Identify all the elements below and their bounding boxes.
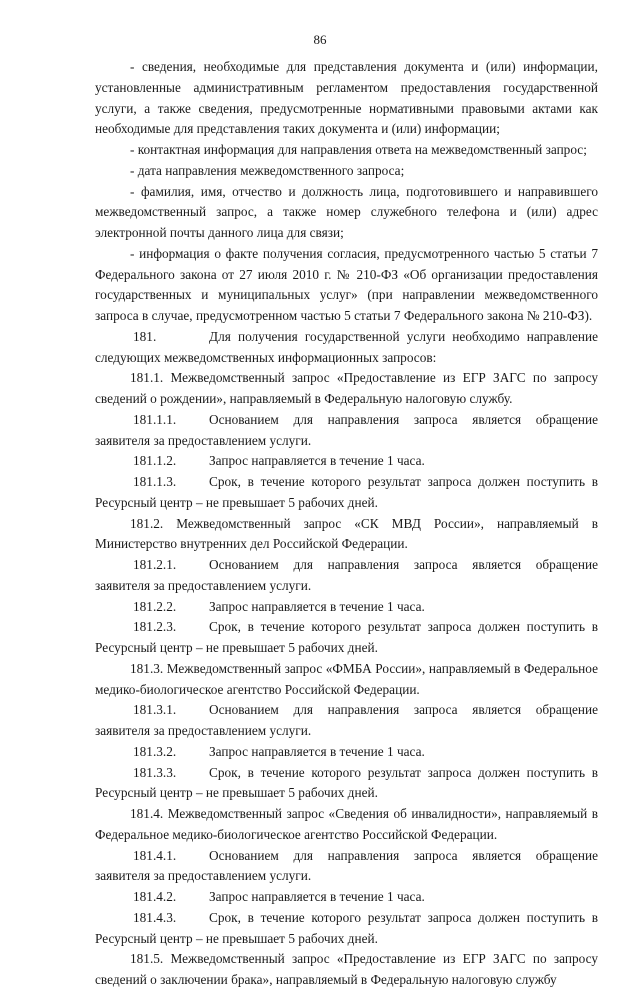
page-number: 86 (313, 32, 327, 47)
paragraph (95, 182, 598, 244)
paragraph-text: - информация о факте получения согласия, предусмотренного частью 5 статьи 7 Федерального закона от 27 июля 2010 г. № 210-ФЗ «Об организации предоставления государственных и муниципальных услуг» (при направлении межведомственного запроса в случае, предусмотренном частью 5 статьи 7 Федерального закона № 210-ФЗ). (95, 245, 598, 323)
paragraph (95, 949, 598, 991)
paragraph (95, 846, 598, 888)
paragraph (95, 472, 598, 514)
clause-number: 181.1.1. (133, 411, 177, 427)
paragraph (95, 597, 598, 618)
paragraph-text: Срок, в течение которого результат запроса должен поступить в Ресурсный центр – не превышает 5 рабочих дней. (95, 619, 598, 655)
paragraph (95, 514, 598, 556)
clause-number: 181.4.1. (133, 847, 177, 863)
paragraph (95, 617, 598, 659)
paragraph (95, 368, 598, 410)
paragraph-text: - сведения, необходимые для представления документа и (или) информации, установленные административным регламентом предоставления государственной услуги, а также сведения, предусмотренные нормативными правовыми актами как необходимые для представления таких документа и (или) информации; (95, 59, 598, 137)
paragraph-text: Основанием для направления запроса является обращение заявителя за предоставлением услуги. (95, 557, 598, 593)
paragraph (95, 57, 598, 140)
paragraph (95, 908, 598, 950)
paragraph (95, 700, 598, 742)
paragraph-text: Срок, в течение которого результат запроса должен поступить в Ресурсный центр – не превышает 5 рабочих дней. (95, 474, 598, 510)
clause-number: 181.3.3. (133, 764, 177, 780)
paragraph-text: Запрос направляется в течение 1 часа. (209, 453, 425, 469)
paragraph (95, 555, 598, 597)
paragraph-text: 181.3. Межведомственный запрос «ФМБА России», направляемый в Федеральное медико-биологическое агентство Российской Федерации. (95, 660, 598, 697)
paragraph (95, 659, 598, 701)
paragraph (95, 763, 598, 805)
paragraph (95, 161, 598, 182)
paragraph-text: - фамилия, имя, отчество и должность лица, подготовившего и направившего межведомственный запрос, а также номер служебного телефона и (или) адрес электронной почты данного лица для связи; (95, 183, 598, 240)
clause-number: 181.1.2. (133, 453, 177, 469)
paragraph (95, 327, 598, 369)
paragraph-text: Основанием для направления запроса является обращение заявителя за предоставлением услуги. (95, 847, 598, 884)
clause-number: 181.3.1. (133, 702, 177, 718)
clause-number: 181.1.3. (133, 474, 177, 489)
paragraph-text: Срок, в течение которого результат запроса должен поступить в Ресурсный центр – не превышает 5 рабочих дней. (95, 909, 598, 946)
paragraph-text: 181.5. Межведомственный запрос «Предоставление из ЕГР ЗАГС по запросу сведений о заключении брака», направляемый в Федеральную налоговую службу (95, 951, 598, 987)
clause-number: 181.2.3. (133, 619, 177, 635)
paragraph-text: - дата направления межведомственного запроса; (130, 162, 405, 178)
paragraph-text: Основанием для направления запроса является обращение заявителя за предоставлением услуги. (95, 702, 598, 738)
paragraph-text: 181.4. Межведомственный запрос «Сведения об инвалидности», направляемый в Федеральное медико-биологическое агентство Российской Федерации. (95, 806, 598, 842)
clause-number: 181.4.3. (133, 909, 177, 925)
paragraph (95, 451, 598, 472)
paragraph-text: Запрос направляется в течение 1 часа. (209, 598, 425, 614)
clause-number: 181.2.2. (133, 598, 177, 614)
paragraph-text: Основанием для направления запроса является обращение заявителя за предоставлением услуги. (95, 411, 598, 448)
paragraph (95, 742, 598, 763)
paragraph-text: Срок, в течение которого результат запроса должен поступить в Ресурсный центр – не превышает 5 рабочих дней. (95, 764, 598, 801)
document-body (95, 57, 598, 991)
paragraph-text: 181.1. Межведомственный запрос «Предоставление из ЕГР ЗАГС по запросу сведений о рождении», направляемый в Федеральную налоговую службу. (95, 370, 598, 406)
paragraph (95, 244, 598, 327)
clause-number: 181.3.2. (133, 743, 177, 759)
clause-number: 181. (133, 328, 157, 344)
clause-number: 181.4.2. (133, 889, 177, 904)
paragraph-text: Запрос направляется в течение 1 часа. (209, 889, 425, 904)
paragraph (95, 410, 598, 452)
paragraph (95, 804, 598, 846)
paragraph-text: 181.2. Межведомственный запрос «СК МВД России», направляемый в Министерство внутренних дел Российской Федерации. (95, 515, 598, 552)
clause-number: 181.2.1. (133, 557, 177, 572)
paragraph (95, 140, 598, 161)
paragraph-text: - контактная информация для направления ответа на межведомственный запрос; (130, 142, 587, 157)
paragraph-text: Для получения государственной услуги необходимо направление следующих межведомственных информационных запросов: (95, 328, 598, 365)
paragraph-text: Запрос направляется в течение 1 часа. (209, 743, 425, 759)
paragraph (95, 887, 598, 908)
